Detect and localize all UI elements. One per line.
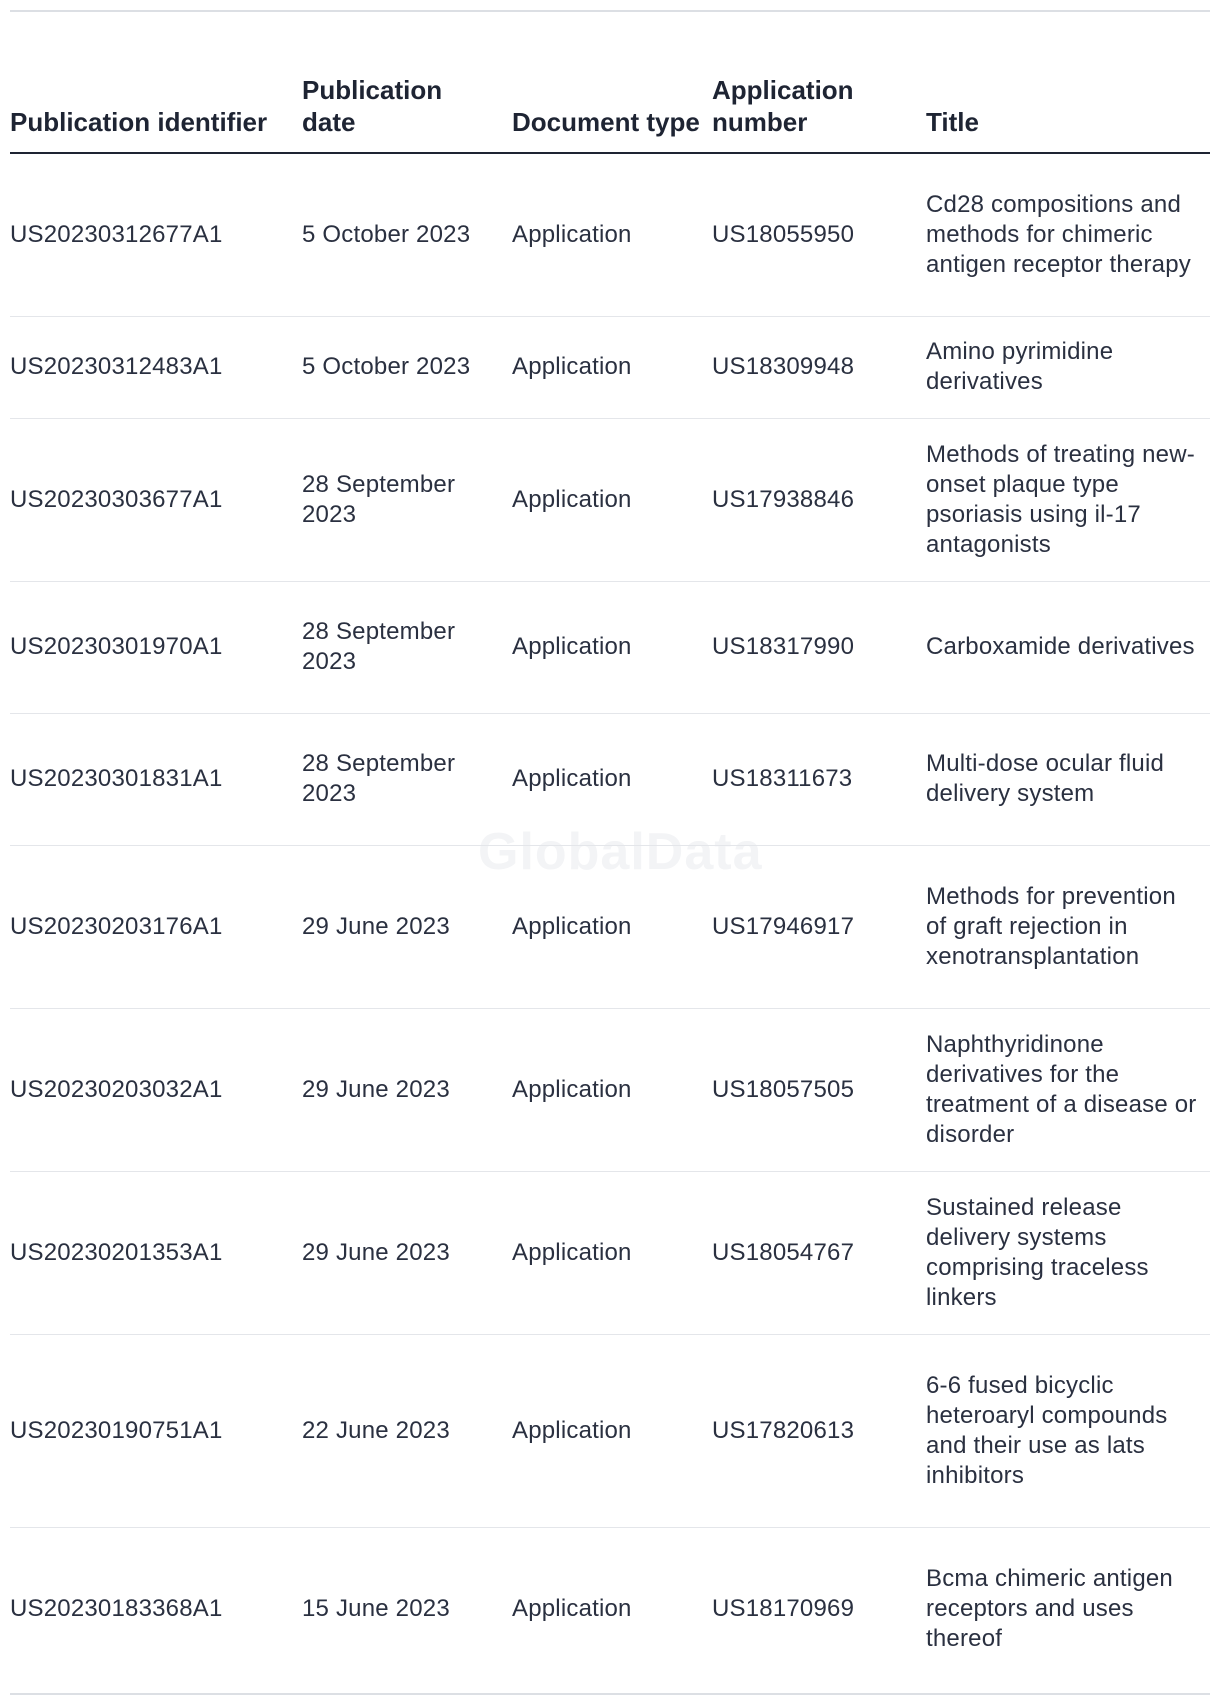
header-application-number: Application number	[712, 74, 926, 153]
table-row	[10, 1171, 1210, 1334]
cell-title: Cd28 compositions and methods for chimeric antigen receptor therapy	[926, 153, 1210, 316]
table-row	[10, 316, 1210, 418]
cell-application-number: US17938846	[712, 418, 926, 581]
cell-application-number: US17946917	[712, 845, 926, 1008]
cell-document-type: Application	[512, 1594, 632, 1622]
header-row	[10, 74, 1210, 153]
cell-application-number: US18054767	[712, 1171, 926, 1334]
cell-application-number: US18317990	[712, 581, 926, 713]
cell-document-type: Application	[512, 713, 712, 845]
cell-publication-identifier: US20230203176A1	[10, 845, 302, 1008]
cell-application-number: US18311673	[712, 713, 926, 845]
cell-publication-identifier: US20230303677A1	[10, 418, 302, 581]
cell-document-type: Application	[512, 845, 712, 1008]
cell-application-number: US18057505	[712, 1008, 926, 1171]
cell-document-type: Application	[512, 1008, 712, 1171]
table-row	[10, 418, 1210, 581]
cell-title: 6-6 fused bicyclic heteroaryl compounds and their use as lats inhibitors	[926, 1334, 1210, 1527]
cell-publication-identifier: US20230183368A1	[10, 1594, 223, 1622]
table-row	[10, 1527, 1210, 1690]
cell-document-type: Application	[512, 316, 712, 418]
header-title: Title	[926, 74, 1210, 153]
header-publication-identifier: Publication identifier	[10, 74, 302, 153]
cell-publication-date: 22 June 2023	[302, 1334, 512, 1527]
cell-publication-date: 29 June 2023	[302, 1171, 512, 1334]
cell-document-type: Application	[512, 418, 712, 581]
table-row	[10, 713, 1210, 845]
cell-title: Multi-dose ocular fluid delivery system	[926, 713, 1210, 845]
bottom-divider	[10, 1693, 1210, 1695]
cell-title: Methods for prevention of graft rejection in xenotransplantation	[926, 845, 1210, 1008]
patents-table	[10, 74, 1210, 1690]
cell-publication-identifier: US20230312483A1	[10, 316, 302, 418]
cell-publication-identifier: US20230190751A1	[10, 1334, 302, 1527]
top-divider	[10, 10, 1210, 12]
cell-document-type: Application	[512, 1334, 712, 1527]
cell-document-type: Application	[512, 153, 712, 316]
cell-application-number: US18170969	[712, 1594, 855, 1622]
cell-publication-date: 29 June 2023	[302, 845, 512, 1008]
header-publication-date: Publication date	[302, 74, 512, 153]
header-document-type: Document type	[512, 74, 712, 153]
cell-title: Bcma chimeric antigen receptors and uses thereof	[926, 1564, 1173, 1652]
table-row	[10, 153, 1210, 316]
table-row	[10, 1008, 1210, 1171]
watermark: GlobalData	[478, 823, 763, 881]
cell-publication-date: 28 September 2023	[302, 581, 512, 713]
table-row	[10, 845, 1210, 1008]
table-body	[10, 153, 1210, 1690]
cell-publication-identifier: US20230301970A1	[10, 581, 302, 713]
cell-publication-date: 5 October 2023	[302, 153, 512, 316]
cell-publication-identifier: US20230301831A1	[10, 713, 302, 845]
cell-publication-identifier: US20230201353A1	[10, 1171, 302, 1334]
cell-application-number: US18309948	[712, 316, 926, 418]
cell-title: Amino pyrimidine derivatives	[926, 316, 1210, 418]
cell-application-number: US18055950	[712, 153, 926, 316]
cell-application-number: US17820613	[712, 1334, 926, 1527]
table-row	[10, 1334, 1210, 1527]
cell-document-type: Application	[512, 581, 712, 713]
cell-publication-identifier: US20230312677A1	[10, 153, 302, 316]
cell-title: Carboxamide derivatives	[926, 581, 1210, 713]
cell-publication-date: 5 October 2023	[302, 316, 512, 418]
cell-publication-date: 28 September 2023	[302, 418, 512, 581]
table-row	[10, 581, 1210, 713]
cell-publication-date: 15 June 2023	[302, 1594, 450, 1622]
cell-title: Sustained release delivery systems comprising traceless linkers	[926, 1171, 1210, 1334]
cell-publication-identifier: US20230203032A1	[10, 1008, 302, 1171]
cell-publication-date: 28 September 2023	[302, 713, 512, 845]
cell-publication-date: 29 June 2023	[302, 1008, 512, 1171]
cell-title: Methods of treating new-onset plaque type psoriasis using il-17 antagonists	[926, 418, 1210, 581]
cell-document-type: Application	[512, 1171, 712, 1334]
table-header	[10, 74, 1210, 153]
cell-title: Naphthyridinone derivatives for the treatment of a disease or disorder	[926, 1008, 1210, 1171]
